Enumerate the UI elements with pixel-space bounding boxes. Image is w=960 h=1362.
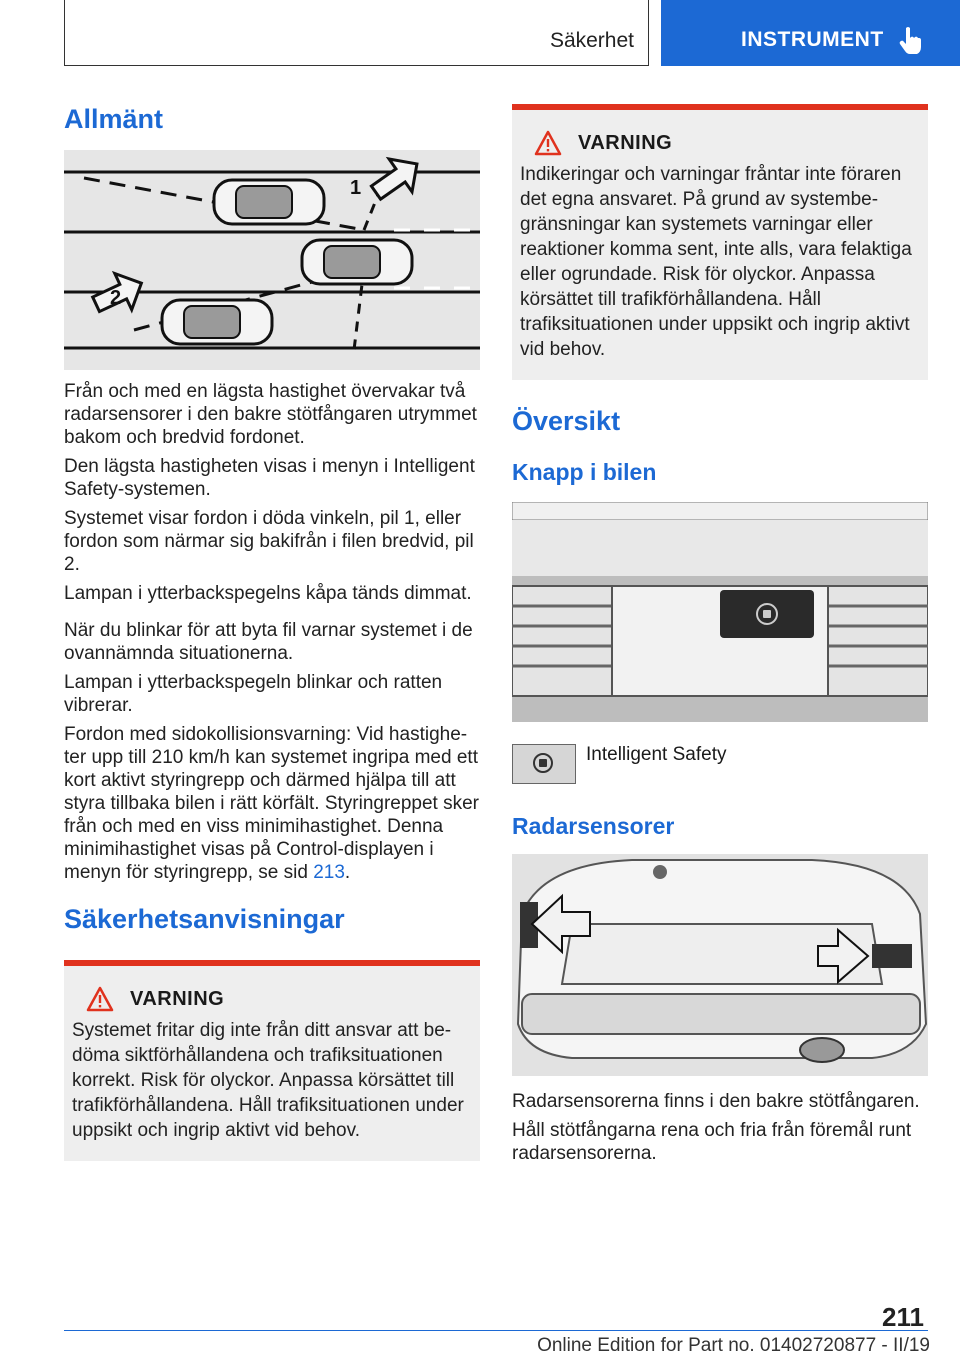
figure-blind-spot-lanes xyxy=(64,150,480,370)
paragraph-end: . xyxy=(344,862,351,883)
warning-triangle-icon xyxy=(86,986,114,1012)
car-top xyxy=(214,180,324,224)
paragraph-text: Fordon med sidokollisionsvarning: Vid hastigheter upp till 210 km/h kan systemet ingripa med ett kort aktivt styringrepp och därmed hjälpa till att styra tillbaka bilen i rätt körfält. Styringreppet sker från och med en viss minimihastighet. Denna minimihastighet visas på Control-displayen i menyn för styringrepp, se sid xyxy=(64,724,480,883)
figure-dashboard-button xyxy=(512,502,928,722)
header-section-box xyxy=(64,0,649,66)
rear-bumper-illustration xyxy=(512,854,928,1076)
icon-caption: Intelligent Safety xyxy=(586,744,727,765)
warning-box-right xyxy=(512,104,928,380)
page-number: 211 xyxy=(882,1302,924,1332)
page-reference-link[interactable]: 213 xyxy=(313,862,345,883)
warning-header xyxy=(72,986,472,1012)
heading-safety: Säkerhetsanvisningar xyxy=(64,904,345,934)
subheading-button: Knapp i bilen xyxy=(512,459,657,485)
warning-triangle-icon xyxy=(534,130,562,156)
intelligent-safety-button-icon xyxy=(512,744,576,784)
paragraph: Lampan i ytterbackspegeln blinkar och ratten vibrerar. xyxy=(64,672,443,716)
warning-title: VARNING xyxy=(130,987,225,1010)
car-middle xyxy=(302,240,412,284)
warning-box-left xyxy=(64,960,480,1161)
footer-divider xyxy=(64,1330,928,1331)
warning-header xyxy=(520,130,920,156)
left-column xyxy=(64,100,480,1161)
car-bottom xyxy=(162,300,272,344)
paragraph: Håll stötfångarna rena och fria från föremål runt radarsensorerna. xyxy=(512,1120,912,1164)
paragraph: Den lägsta hastigheten visas i menyn i Intelligent Safety-systemen. xyxy=(64,456,475,500)
general-text xyxy=(64,380,480,884)
pointing-hand-icon xyxy=(897,26,925,56)
right-column xyxy=(512,100,928,1171)
paragraph: Lampan i ytterbackspegelns kåpa tänds dimmat. xyxy=(64,583,472,604)
warning-title: VARNING xyxy=(578,131,673,154)
footer-edition: Online Edition for Part no. 01402720877 - II/19 xyxy=(537,1335,930,1356)
paragraph: När du blinkar för att byta fil varnar systemet i de ovannämnda situationerna. xyxy=(64,620,473,664)
car-shield-icon xyxy=(513,745,574,782)
paragraph-with-link xyxy=(64,723,480,884)
paragraph: Systemet visar fordon i döda vinkeln, pil 1, eller fordon som närmar sig bakifrån i filen bredvid, pil 2. xyxy=(64,508,474,575)
subheading-radar: Radarsensorer xyxy=(512,813,675,839)
arrow-2-label: 2 xyxy=(110,287,122,309)
header-chapter-tab[interactable] xyxy=(661,0,960,66)
legend-row xyxy=(512,744,928,784)
header-section-title: Säkerhet xyxy=(549,29,634,52)
warning-body: Systemet fritar dig inte från ditt ansvar att bedöma siktförhållandena och trafiksituationen korrekt. Risk för olyckor. Anpassa körsättet till trafikförhållandena. Håll trafiksituationen under uppsikt och ingrip aktivt vid behov. xyxy=(72,1020,464,1141)
paragraph: Från och med en lägsta hastighet övervakar två radarsensorer i den bakre stötfångaren utrymmet bakom och bredvid fordonet. xyxy=(64,381,477,448)
heading-overview: Översikt xyxy=(512,406,621,436)
figure-rear-bumper xyxy=(512,854,928,1076)
dashboard-illustration xyxy=(512,502,928,722)
warning-body: Indikeringar och varningar fråntar inte föraren det egna ansvaret. På grund av systembegränsningar kan systemets varningar eller reaktioner komma sent, inte alls, vara felaktiga eller ogrundade. Risk för olyckor. Anpassa körsättet till trafikförhållandena. Håll trafiksituationen under uppsikt och ingrip aktivt vid behov. xyxy=(520,164,912,360)
header-chapter-title: INSTRUMENT xyxy=(741,28,884,51)
heading-general: Allmänt xyxy=(64,104,164,134)
radar-text xyxy=(512,1090,928,1165)
lanes-illustration xyxy=(64,150,480,370)
arrow-1-label: 1 xyxy=(350,177,362,199)
paragraph: Radarsensorerna finns i den bakre stötfångaren. xyxy=(512,1091,920,1112)
